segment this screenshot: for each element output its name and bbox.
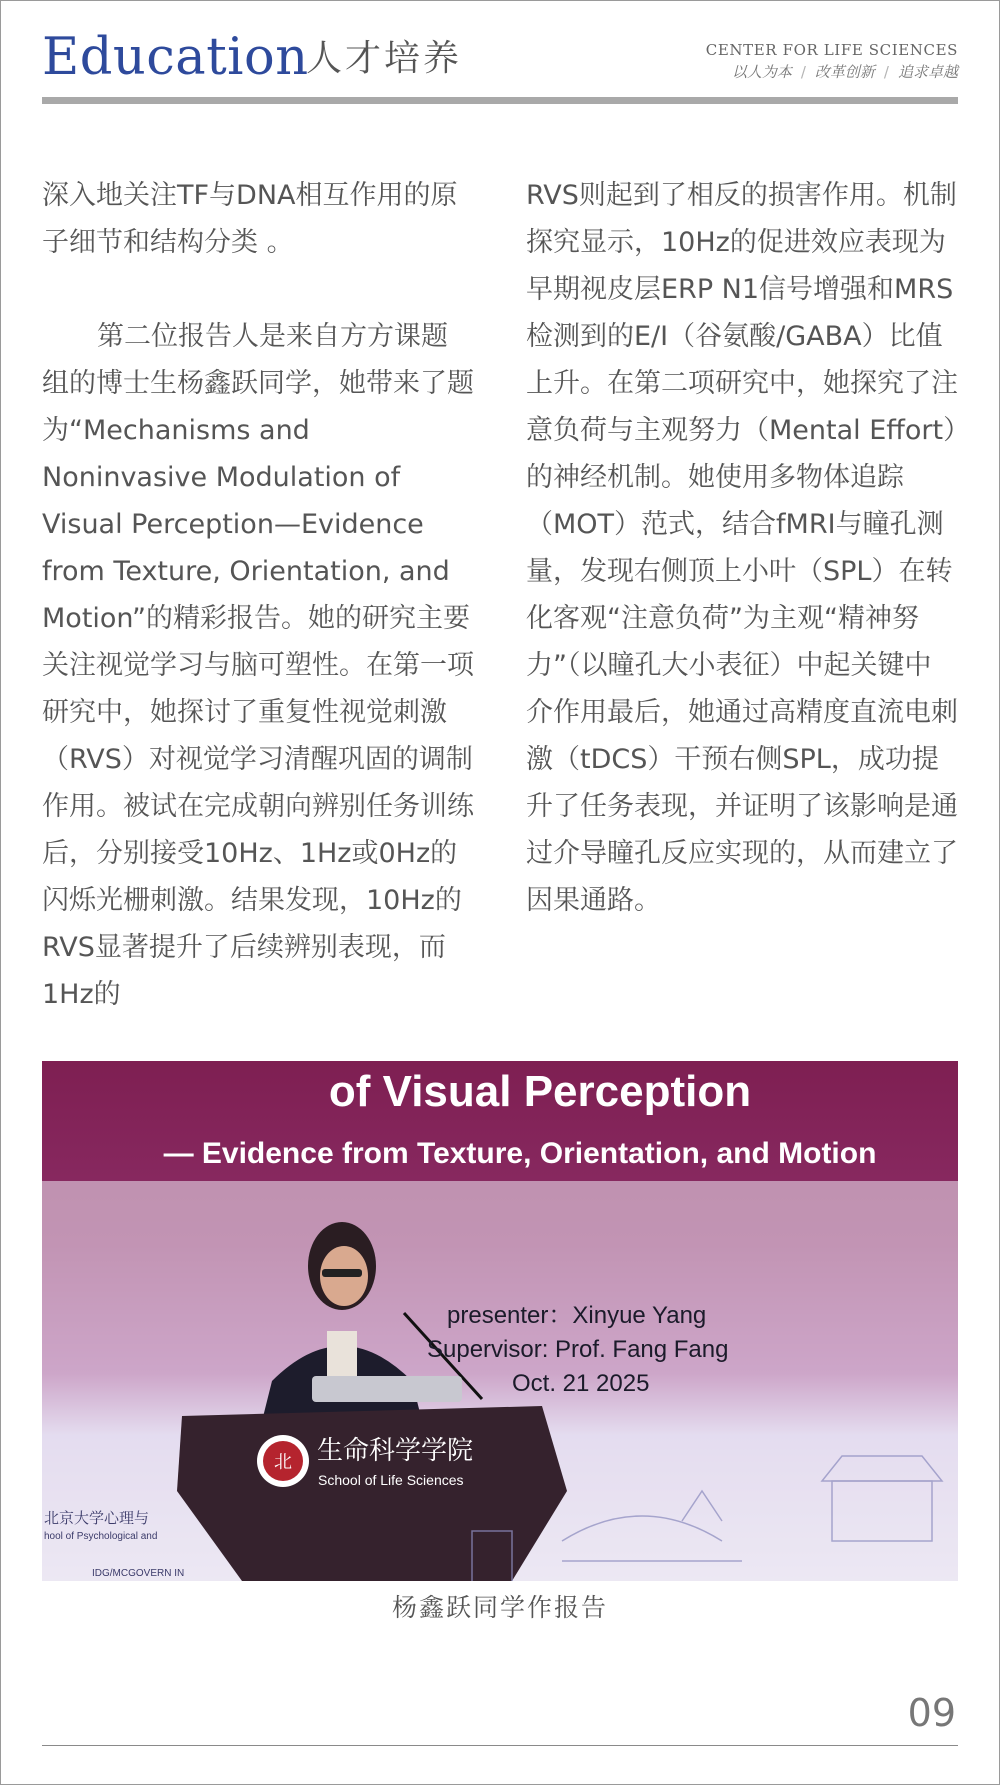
footer-rule (42, 1745, 958, 1746)
left-column (42, 172, 474, 1018)
page-number: 09 (907, 1691, 956, 1735)
motto-separator: / (800, 63, 806, 81)
right-column (526, 172, 958, 924)
motto-separator: / (883, 63, 889, 81)
podium-chinese-label: 生命科学学院 (317, 1436, 474, 1466)
motto-line (732, 62, 958, 82)
slide-date: Oct. 21 2025 (512, 1370, 650, 1397)
motto-3: 追求卓越 (897, 63, 958, 81)
presentation-photo (42, 1061, 958, 1581)
photo-caption: 杨鑫跃同学作报告 (391, 1593, 608, 1622)
podium (177, 1406, 567, 1581)
section-title-chinese: 人才培养 (306, 38, 463, 79)
banner-english-text: hool of Psychological and (44, 1531, 158, 1542)
paragraph-gap (42, 266, 474, 313)
motto-2: 改革创新 (814, 63, 875, 81)
banner-chinese-text: 北京大学心理与 (44, 1509, 150, 1527)
header-rule (42, 97, 958, 104)
slide-supervisor: Supervisor: Prof. Fang Fang (427, 1336, 729, 1363)
slide-presenter: presenter：Xinyue Yang (447, 1302, 707, 1329)
paragraph-continuation: 深入地关注TF与DNA相互作用的原子细节和结构分类 。 (42, 180, 458, 258)
podium-english-label: School of Life Sciences (318, 1472, 464, 1488)
slide-title-line-2: — Evidence from Texture, Orientation, and Motion (163, 1137, 877, 1170)
paragraph-results: RVS则起到了相反的损害作用。机制探究显示，10Hz的促进效应表现为早期视皮层ERP N1信号增强和MRS检测到的E/I（谷氨酸/GABA）比值上升。在第二项研究中，她探究了注意负荷与主观努力（Mental Effort）的神经机制。她使用多物体追踪（MOT）范式，结合fMRI与瞳孔测量，发现右侧顶上小叶（SPL）在转化客观“注意负荷”为主观“精神努力”（以瞳孔大小表征）中起关键中介作用最后，她通过高精度直流电刺激（tDCS）干预右侧SPL，成功提升了任务表现，并证明了该影响是通过介导瞳孔反应实现的，从而建立了因果通路。 (526, 180, 958, 916)
motto-1: 以人为本 (731, 63, 792, 81)
banner-bottom-text: IDG/MCGOVERN IN (92, 1568, 185, 1579)
section-title-english: Education (42, 28, 309, 87)
center-name: CENTER FOR LIFE SCIENCES (705, 41, 958, 59)
svg-text:北: 北 (274, 1452, 292, 1473)
laptop (312, 1376, 462, 1402)
paragraph-second-presenter: 第二位报告人是来自方方课题组的博士生杨鑫跃同学，她带来了题为“Mechanisms and Noninvasive Modulation of Visual Perception—Evidence from Texture, Orientation, and Motion”的精彩报告。她的研究主要关注视觉学习与脑可塑性。在第一项研究中，她探讨了重复性视觉刺激（RVS）对视觉学习清醒巩固的调制作用。被试在完成朝向辨别任务训练后，分别接受10Hz、1Hz或0Hz的闪烁光栅刺激。结果发现，10Hz的RVS显著提升了后续辨别表现，而1Hz的 (42, 321, 474, 1010)
slide-title-line-1: of Visual Perception (328, 1067, 752, 1116)
